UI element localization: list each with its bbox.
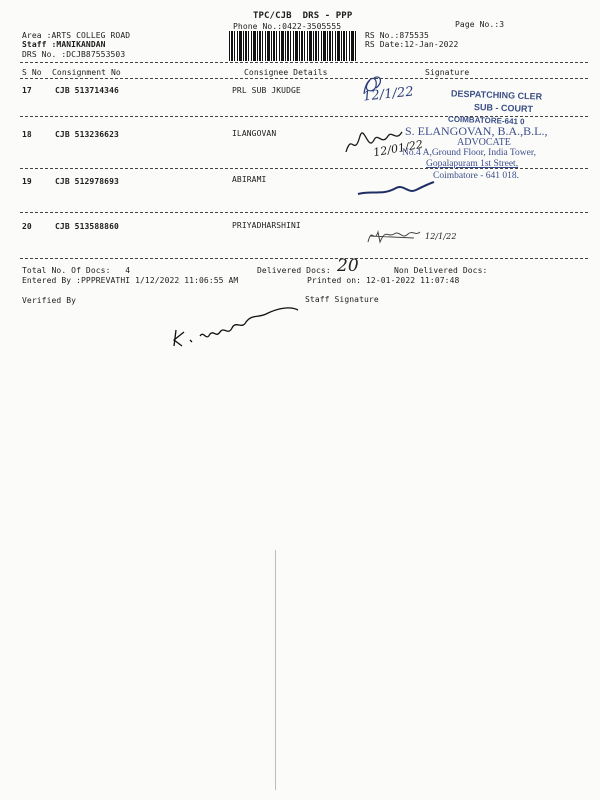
report-title: TPC/CJB DRS - PPP: [253, 11, 353, 21]
row-20-consignee: PRIYADHARSHINI: [232, 221, 301, 230]
row-17-consignee: PRL SUB JKUDGE: [232, 86, 301, 95]
scan-artifact-line: [275, 550, 276, 790]
signature-row17: [356, 72, 396, 102]
despatch-stamp-line3: COIMBATORE-641 0: [447, 114, 525, 127]
verifier-signature: [170, 296, 305, 348]
barcode: [229, 31, 357, 61]
phone-number: Phone No.:0422-3505555: [233, 22, 342, 31]
staff-signature-label: Staff Signature: [305, 295, 379, 304]
divider: [20, 62, 588, 63]
column-sno: S No: [22, 68, 42, 77]
total-docs: Total No. Of Docs: 4: [22, 266, 131, 275]
row-20-sno: 20: [22, 222, 32, 231]
advocate-stamp-address1: No.4 A,Ground Floor, India Tower,: [402, 148, 537, 158]
advocate-stamp-address3: Coimbatore - 641 018.: [433, 171, 520, 181]
advocate-stamp-address2: Gopalapuram 1st Street,: [426, 159, 519, 169]
verified-by: Verified By: [22, 296, 77, 305]
row-17-sno: 17: [22, 86, 32, 95]
non-delivered-docs: Non Delivered Docs:: [394, 266, 488, 275]
page-number: Page No.:3: [455, 20, 505, 29]
handwritten-date-row18: 12/01/22: [372, 137, 424, 160]
handwritten-date-row20: 12/1/22: [425, 232, 457, 241]
area-label: Area :ARTS COLLEG ROAD: [22, 31, 131, 40]
column-signature: Signature: [425, 68, 470, 77]
staff-label: Staff :MANIKANDAN: [22, 40, 106, 49]
advocate-stamp-title: ADVOCATE: [457, 137, 511, 148]
row-18-consignee: ILANGOVAN: [232, 129, 277, 138]
row-divider: [20, 212, 588, 213]
row-18-sno: 18: [22, 130, 32, 139]
row-19-consignment: CJB 512978693: [55, 177, 119, 186]
despatch-stamp-line1: DESPATCHING CLER: [450, 88, 543, 102]
handwritten-date-row17: 12/1/22: [362, 84, 415, 105]
signature-row20: [364, 224, 424, 248]
column-consignee: Consignee Details: [244, 68, 328, 77]
divider: [20, 258, 588, 259]
drs-number: DRS No. :DCJB87553503: [22, 50, 126, 59]
advocate-stamp-name: S. ELANGOVAN, B.A.,B.L.,: [405, 124, 548, 138]
printed-on: Printed on: 12-01-2022 11:07:48: [307, 276, 460, 285]
divider: [20, 78, 588, 79]
row-20-consignment: CJB 513588860: [55, 222, 119, 231]
entered-by: Entered By :PPPREVATHI 1/12/2022 11:06:55 AM: [22, 276, 239, 285]
rs-number: RS No.:875535: [365, 31, 429, 40]
row-19-sno: 19: [22, 177, 32, 186]
row-18-consignment: CJB 513236623: [55, 130, 119, 139]
signature-row18: [342, 122, 412, 162]
rs-date: RS Date:12-Jan-2022: [365, 40, 459, 49]
delivered-docs: Delivered Docs:: [257, 266, 331, 275]
row-19-consignee: ABIRAMI: [232, 175, 267, 184]
signature-row19: [356, 178, 436, 200]
column-consignment: Consignment No: [52, 68, 121, 77]
delivered-handwritten: 20: [337, 256, 359, 276]
despatch-stamp-line2: SUB - COURT: [473, 101, 534, 115]
row-17-consignment: CJB 513714346: [55, 86, 119, 95]
